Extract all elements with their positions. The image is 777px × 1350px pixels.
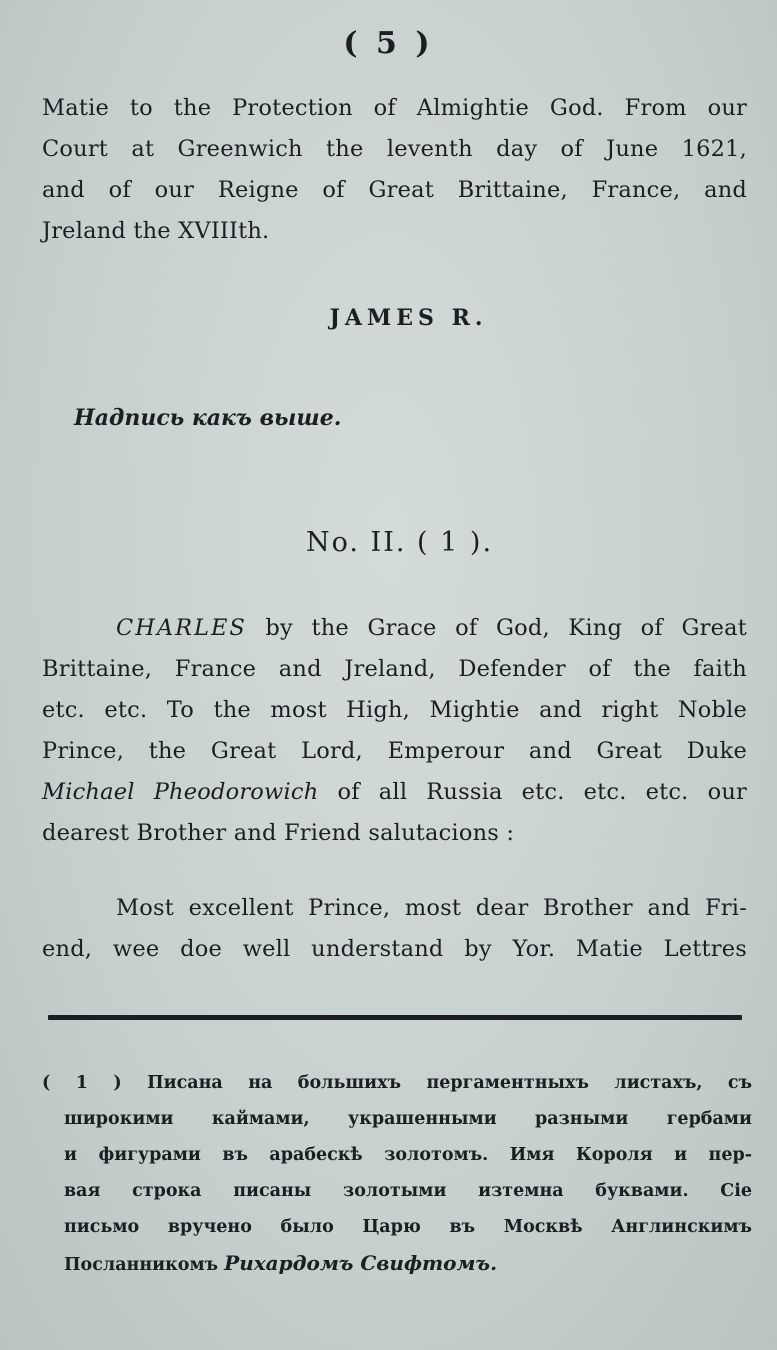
inscription-note: Надпись какъ выше.	[74, 405, 342, 431]
text-line: Court at Greenwich the leventh day of June 1621,	[42, 136, 747, 162]
envoy-name: Рихардомъ Свифтомъ.	[224, 1251, 498, 1275]
text-line: Brittaine, France and Jreland, Defender of the faith	[42, 656, 747, 682]
text-line-rest: by the Grace of God, King of Great	[265, 615, 747, 641]
text-line: end, wee doe well understand by Yor. Matie Lettres	[42, 936, 747, 962]
text-line	[42, 772, 747, 813]
text-line: etc. etc. To the most High, Mightie and right Noble	[42, 697, 747, 723]
footnote-line	[42, 1245, 752, 1283]
recipient-name: Michael Pheodorowich	[42, 779, 319, 805]
text-line-rest: of all Russia etc. etc. etc. our	[337, 779, 747, 805]
letter-closing-paragraph	[42, 88, 747, 252]
footnote-line: и фигурами въ арабескѣ золотомъ. Имя Короля и пер-	[64, 1145, 752, 1165]
footnote-line: письмо вручено было Царю въ Москвѣ Англинскимъ	[64, 1217, 752, 1237]
sender-name: CHARLES	[116, 615, 247, 641]
document-number-heading: No. II. ( 1 ).	[305, 527, 494, 558]
text-line: Jreland the XVIIIth.	[42, 218, 270, 244]
text-line: and of our Reigne of Great Brittaine, France, and	[42, 177, 747, 203]
letter-salutation-paragraph	[42, 608, 747, 854]
footnote-divider	[48, 1015, 742, 1020]
footnote	[42, 1065, 752, 1283]
footnote-line: ( 1 ) Писана на большихъ пергаментныхъ листахъ, съ	[42, 1073, 752, 1093]
footnote-line: широкими каймами, украшенными разными гербами	[64, 1109, 752, 1129]
footnote-line-start: Посланникомъ	[64, 1255, 219, 1275]
text-line: Matie to the Protection of Almightie God. From our	[42, 95, 747, 121]
text-line: Prince, the Great Lord, Emperour and Great Duke	[42, 738, 747, 764]
letter-body-paragraph	[42, 888, 747, 970]
text-line: dearest Brother and Friend salutacions :	[42, 820, 515, 846]
page-number: ( 5 )	[343, 26, 434, 61]
text-line: Most excellent Prince, most dear Brother and Fri-	[116, 895, 747, 921]
royal-signature: JAMES R.	[329, 305, 488, 331]
text-line	[42, 608, 747, 649]
footnote-line: вая строка писаны золотыми изтемна буквами. Сіе	[64, 1181, 752, 1201]
